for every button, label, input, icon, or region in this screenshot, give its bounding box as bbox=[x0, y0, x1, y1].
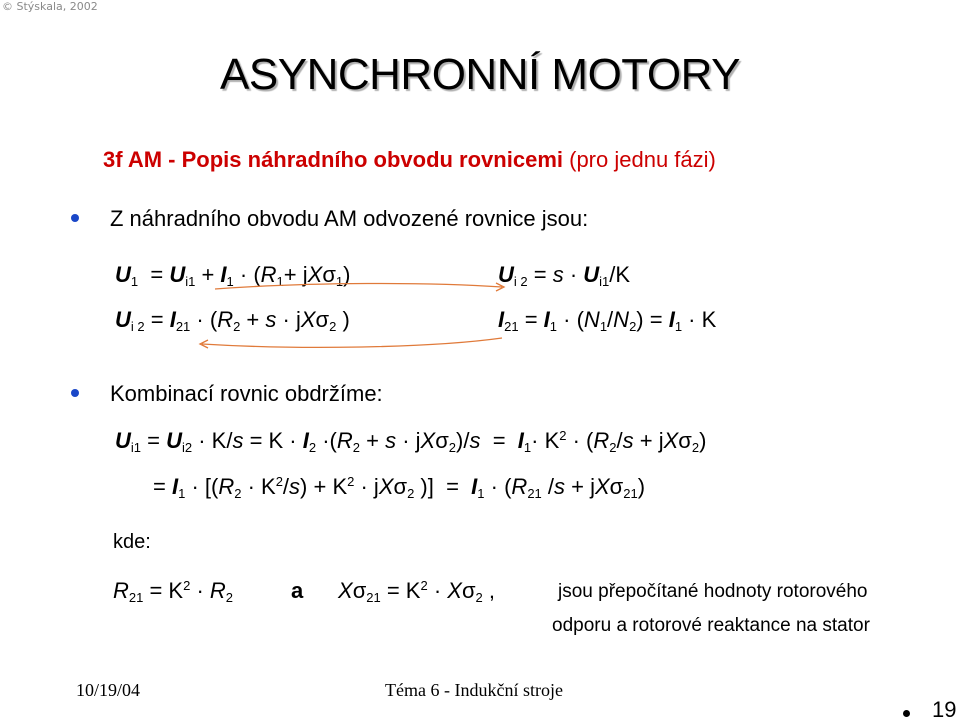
where-label: kde: bbox=[113, 531, 151, 553]
equation-ui2-rotor: $U_{i 2} = I_{21} \cdot (R_2 + s \cdot jX\sigma_2$ ) bbox=[115, 307, 350, 334]
equation-i21: $I_{21} = I_1 \cdot (N_1/N_2) = I_1 \cdot K$ bbox=[498, 307, 717, 334]
footer-bullet-icon bbox=[903, 710, 910, 717]
bullet-icon bbox=[71, 214, 79, 222]
page-number: 19 bbox=[932, 697, 957, 722]
arrow-top bbox=[215, 283, 502, 289]
note-line-2: odporu a rotorové reaktance na stator bbox=[552, 615, 870, 636]
arrow-bottom bbox=[202, 338, 502, 347]
bullet-icon bbox=[71, 389, 79, 397]
equation-ui2: $U_{i 2} = s \cdot U_{i1}/K$ bbox=[498, 262, 631, 289]
slide-title: ASYNCHRONNÍ MOTORY bbox=[220, 50, 740, 99]
substitution-arrows bbox=[190, 280, 520, 355]
footer-topic: Téma 6 - Indukční stroje bbox=[385, 680, 563, 700]
conjunction-a: a bbox=[291, 578, 304, 603]
bullet-text-equations: Z náhradního obvodu AM odvozené rovnice jsou: bbox=[110, 206, 589, 231]
equation-combined-2: = $I_1 \cdot [(R_2 \cdot K^2/s) + K^2 \cdot jX\sigma_2$ )] = $I_1 \cdot (R_{21}$ /s + jXσ$_{21}$) bbox=[153, 474, 646, 501]
slide-subtitle bbox=[103, 147, 716, 173]
subtitle-head: 3f AM - Popis náhradního obvodu rovnicemi bbox=[103, 147, 563, 172]
equation-u1: $U_1 = U_{i1} + I_1 \cdot (R_1+ jX\sigma_1)$ bbox=[115, 262, 351, 289]
copyright-notice: © Stýskala, 2002 bbox=[2, 0, 98, 13]
note-line-1: jsou přepočítané hodnoty rotorového bbox=[558, 581, 868, 602]
footer-date: 10/19/04 bbox=[76, 680, 141, 700]
equation-combined-1: $U_{i1} = U_{i2} \cdot K/s = K \cdot I_2 \cdot(R_2 + s \cdot jX\sigma_2)/s = I_1\cdot K^2 \cdot (R_2/s + jX\sigma_2)$ bbox=[115, 428, 707, 455]
equation-r21: $R_{21} = K^2 \cdot R_2$ bbox=[113, 578, 234, 605]
equation-x21: $X\sigma_{21} = K^2 \cdot X\sigma_2$ , bbox=[338, 578, 496, 605]
bullet-text-combination: Kombinací rovnic obdržíme: bbox=[110, 381, 383, 406]
subtitle-rest: (pro jednu fázi) bbox=[563, 147, 716, 172]
